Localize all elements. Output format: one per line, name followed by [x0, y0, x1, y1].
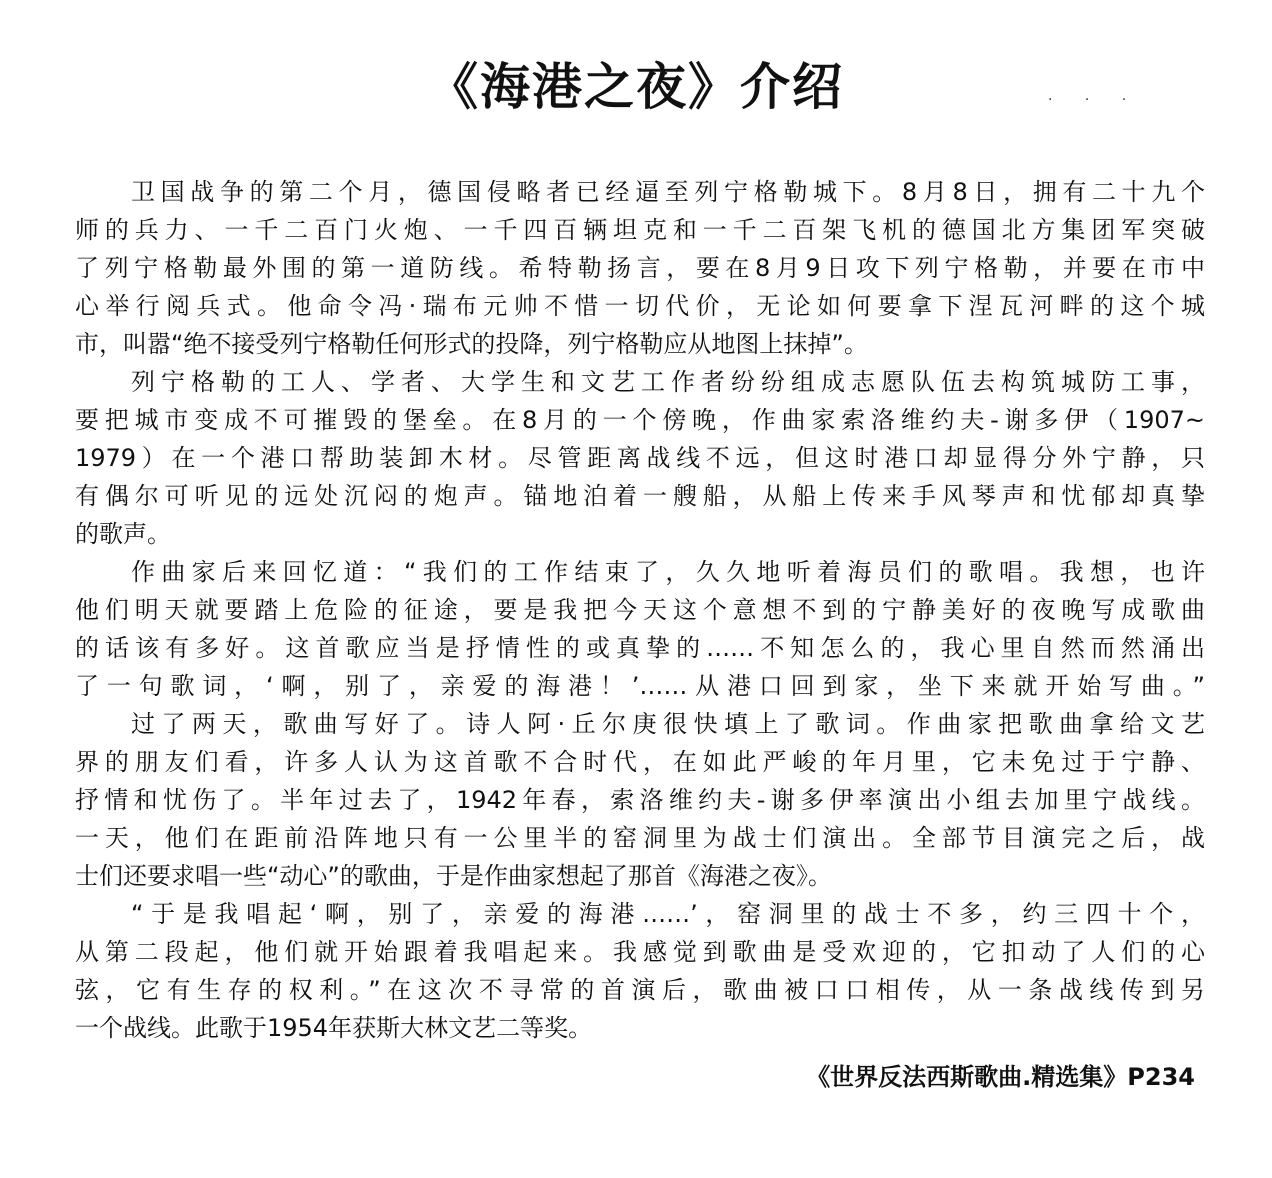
- paragraph: [75, 895, 1205, 1047]
- text-line: 抒情和忧伤了。半年过去了，1942年春，索洛维约夫-谢多伊率演出小组去加里宁战线。: [75, 786, 1205, 814]
- text-line: 有偶尔可听见的远处沉闷的炮声。锚地泊着一艘船，从船上传来手风琴声和忧郁却真挚: [75, 482, 1205, 510]
- text-line: 一个战线。此歌于1954年获斯大林文艺二等奖。: [75, 1014, 593, 1042]
- paragraph: [75, 363, 1205, 553]
- paragraph: [75, 173, 1205, 363]
- source-citation: 《世界反法西斯歌曲.精选集》P234: [806, 1063, 1195, 1091]
- text-line: 他们明天就要踏上危险的征途，要是我把今天这个意想不到的宁静美好的夜晚写成歌曲: [75, 596, 1205, 624]
- text-line: 的话该有多好。这首歌应当是抒情性的或真挚的……不知怎么的，我心里自然而然涌出: [75, 634, 1205, 662]
- text-line: 卫国战争的第二个月，德国侵略者已经逼至列宁格勒城下。8月8日，拥有二十九个: [131, 178, 1205, 206]
- text-line: “于是我唱起‘啊，别了，亲爱的海港……’，窑洞里的战士不多，约三四十个，: [131, 900, 1205, 928]
- text-line: 要把城市变成不可摧毁的堡垒。在8月的一个傍晚，作曲家索洛维约夫-谢多伊（1907~: [75, 406, 1205, 434]
- text-line: 师的兵力、一千二百门火炮、一千四百辆坦克和一千二百架飞机的德国北方集团军突破: [75, 216, 1205, 244]
- text-line: 从第二段起，他们就开始跟着我唱起来。我感觉到歌曲是受欢迎的，它扣动了人们的心: [75, 938, 1205, 966]
- text-line: 市，叫嚣“绝不接受列宁格勒任何形式的投降，列宁格勒应从地图上抹掉”。: [75, 330, 868, 358]
- text-line: 作曲家后来回忆道：“我们的工作结束了，久久地听着海员们的歌唱。我想，也许: [131, 558, 1205, 586]
- text-line: 了列宁格勒最外围的第一道防线。希特勒扬言，要在8月9日攻下列宁格勒，并要在市中: [75, 254, 1205, 282]
- text-line: 界的朋友们看，许多人认为这首歌不合时代，在如此严峻的年月里，它未免过于宁静、: [75, 748, 1205, 776]
- document-body: [75, 173, 1205, 1047]
- text-line: 心举行阅兵式。他命令冯·瑞布元帅不惜一切代价，无论如何要拿下涅瓦河畔的这个城: [75, 292, 1205, 320]
- document-title: 《海港之夜》介绍: [428, 58, 844, 116]
- text-line: 1979）在一个港口帮助装卸木材。尽管距离战线不远，但这时港口却显得分外宁静，只: [75, 444, 1205, 472]
- text-line: 列宁格勒的工人、学者、大学生和文艺工作者纷纷组成志愿队伍去构筑城防工事，: [131, 368, 1205, 396]
- text-line: 弦，它有生存的权利。”在这次不寻常的首演后，歌曲被口口相传，从一条战线传到另: [75, 976, 1205, 1004]
- corner-mark: · · ·: [1048, 92, 1141, 108]
- paragraph: [75, 705, 1205, 895]
- text-line: 的歌声。: [75, 520, 171, 548]
- text-line: 一天，他们在距前沿阵地只有一公里半的窑洞里为战士们演出。全部节目演完之后，战: [75, 824, 1205, 852]
- text-line: 士们还要求唱一些“动心”的歌曲，于是作曲家想起了那首《海港之夜》。: [75, 862, 832, 890]
- paragraph: [75, 553, 1205, 705]
- text-line: 了一句歌词，‘啊，别了，亲爱的海港！’……从港口回到家，坐下来就开始写曲。”: [75, 672, 1205, 700]
- text-line: 过了两天，歌曲写好了。诗人阿·丘尔庚很快填上了歌词。作曲家把歌曲拿给文艺: [131, 710, 1205, 738]
